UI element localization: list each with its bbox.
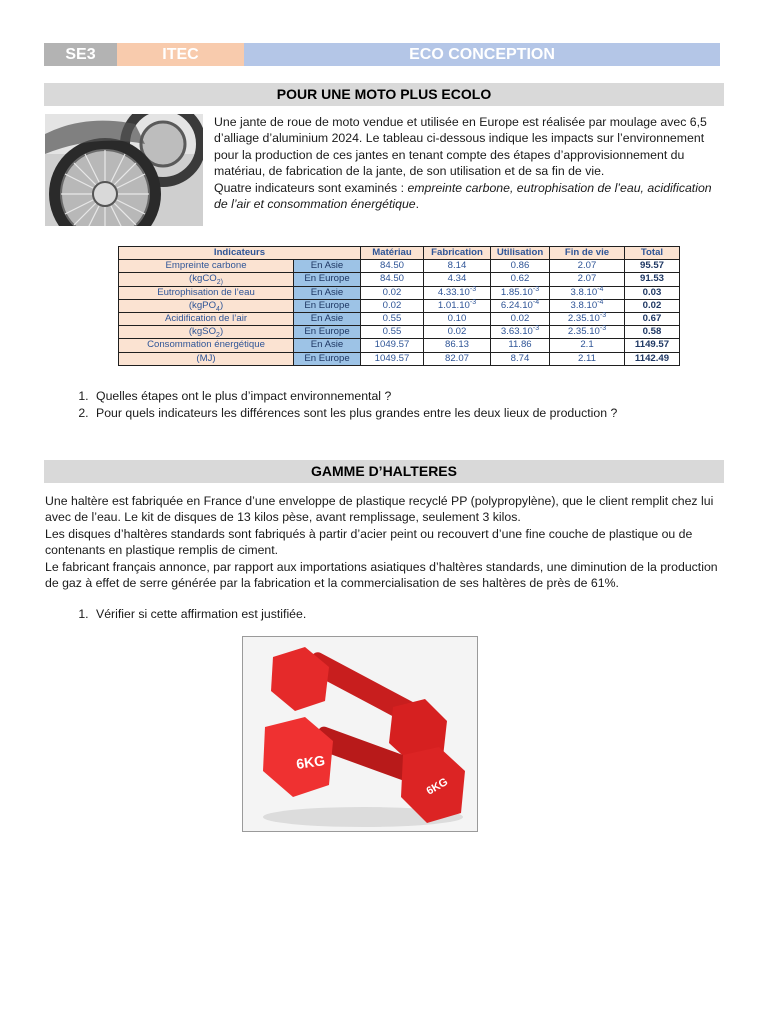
indicator-name: Empreinte carbone: [119, 260, 294, 273]
motorcycle-image: [45, 114, 203, 226]
cell: 82.07: [424, 352, 491, 365]
cell: 1049.57: [361, 339, 424, 352]
cell: 0.02: [424, 326, 491, 339]
indicator-name: Acidification de l’air: [119, 312, 294, 325]
table-row: [119, 339, 680, 352]
table-row: [119, 260, 680, 273]
table-row: [119, 286, 680, 299]
cell: 2.07: [550, 273, 625, 286]
dumbbell-image: [242, 636, 478, 832]
table-row: [119, 299, 680, 312]
table-row: [119, 312, 680, 325]
th-end-of-life: Fin de vie: [550, 247, 625, 260]
cell: 0.02: [491, 312, 550, 325]
indicators-end: .: [415, 197, 420, 212]
indicator-unit: (MJ): [119, 352, 294, 365]
header-subject: ITEC: [117, 43, 244, 66]
halteres-paragraph: Les disques d’haltères standards sont fabriqués à partir d’acier peint ou recouvert d’une fine couche de plastique ou de contenants en plastique remplis de ciment.: [45, 526, 693, 558]
indicator-name: Eutrophisation de l’eau: [119, 286, 294, 299]
cell-total: 0.67: [625, 312, 680, 325]
cell-total: 0.02: [625, 299, 680, 312]
cell: $1.85.10^{-3}$: [491, 286, 550, 299]
cell-total: 0.58: [625, 326, 680, 339]
cell: 0.10: [424, 312, 491, 325]
question-item: 2. Pour quels indicateurs les différences sont les plus grandes entre les deux lieux de production ?: [92, 405, 617, 422]
cell: $3.8.10^{-4}$: [550, 299, 625, 312]
cell: 0.02: [361, 299, 424, 312]
th-usage: Utilisation: [491, 247, 550, 260]
cell: $3.63.10^{-3}$: [491, 326, 550, 339]
cell: $2.35.10^{-3}$: [550, 326, 625, 339]
questions-halteres: [44, 606, 306, 623]
indicator-unit: (kgSO$_2$): [119, 326, 294, 339]
section-title-halteres: GAMME D’HALTERES: [44, 460, 724, 483]
indicator-unit: (kgCO$_{2)}$: [119, 273, 294, 286]
cell-total: 95.57: [625, 260, 680, 273]
th-fabrication: Fabrication: [424, 247, 491, 260]
questions-moto: [44, 388, 617, 422]
question-item: 1. Vérifier si cette affirmation est justifiée.: [92, 606, 306, 623]
table-row: [119, 326, 680, 339]
cell: 0.86: [491, 260, 550, 273]
location-asia: En Asie: [294, 312, 361, 325]
location-asia: En Asie: [294, 260, 361, 273]
cell: 86.13: [424, 339, 491, 352]
location-europe: En Europe: [294, 299, 361, 312]
cell: $6.24.10^{-4}$: [491, 299, 550, 312]
location-asia: En Asie: [294, 339, 361, 352]
location-asia: En Asie: [294, 286, 361, 299]
impact-table: [118, 246, 680, 366]
cell-total: 0.03: [625, 286, 680, 299]
cell: 84.50: [361, 273, 424, 286]
header-topic: ECO CONCEPTION: [244, 43, 720, 66]
cell-total: 1142.49: [625, 352, 680, 365]
indicator-unit: (kgPO$_4$): [119, 299, 294, 312]
intro-text: [214, 114, 724, 212]
cell: 2.1: [550, 339, 625, 352]
cell: 8.14: [424, 260, 491, 273]
cell: 0.55: [361, 312, 424, 325]
intro-paragraph: Une jante de roue de moto vendue et utilisée en Europe est réalisée par moulage avec 6,5 d’alliage d’aluminium 2024. Le tableau ci-dessous indique les impacts sur l’environnement pour la production de ces jantes en tenant compte des étapes d’approvisionnement du matériau, de fabrication de la jante, de son utilisation et de sa fin de vie.: [214, 115, 707, 179]
table-row: [119, 352, 680, 365]
header-band: [44, 43, 720, 66]
cell: 0.02: [361, 286, 424, 299]
table-row: [119, 273, 680, 286]
th-indicators: Indicateurs: [119, 247, 361, 260]
header-class: SE3: [44, 43, 117, 66]
question-item: 1. Quelles étapes ont le plus d’impact environnemental ?: [92, 388, 617, 405]
cell: $4.33.10^{-3}$: [424, 286, 491, 299]
indicators-list: empreinte carbone, eutrophisation de l’eau, acidification de l’air et consommation énergétique: [214, 180, 712, 212]
cell: 4.34: [424, 273, 491, 286]
cell: 2.07: [550, 260, 625, 273]
indicator-name: Consommation énergétique: [119, 339, 294, 352]
indicators-lead: Quatre indicateurs sont examinés :: [214, 180, 408, 195]
cell: $1.01.10^{-3}$: [424, 299, 491, 312]
cell: 11.86: [491, 339, 550, 352]
location-europe: En Europe: [294, 273, 361, 286]
cell: 84.50: [361, 260, 424, 273]
th-material: Matériau: [361, 247, 424, 260]
cell: $2.35.10^{-3}$: [550, 312, 625, 325]
dumbbell-label: 6KG: [424, 775, 451, 798]
location-europe: En Europe: [294, 326, 361, 339]
cell-total: 1149.57: [625, 339, 680, 352]
th-total: Total: [625, 247, 680, 260]
cell: 0.55: [361, 326, 424, 339]
cell: 1049.57: [361, 352, 424, 365]
halteres-paragraph: Une haltère est fabriquée en France d’une enveloppe de plastique recyclé PP (polypropylène), que le client remplit chez lui avec de l’eau. Le kit de disques de 13 kilos pèse, avant remplissage, seulement 3 kilos.: [45, 494, 714, 525]
halteres-paragraph: Le fabricant français annonce, par rapport aux importations asiatiques d’haltères standards, une diminution de la production de gaz à effet de serre générée par la fabrication et la commercialisation de ses haltères de près de 61%.: [45, 559, 718, 591]
dumbbell-label: 6KG: [295, 752, 326, 772]
section-title-moto: POUR UNE MOTO PLUS ECOLO: [44, 83, 724, 106]
table-header-row: [119, 247, 680, 260]
cell: $3.8.10^{-4}$: [550, 286, 625, 299]
cell-total: 91.53: [625, 273, 680, 286]
halteres-text: [45, 493, 725, 591]
location-europe: En Europe: [294, 352, 361, 365]
cell: 2.11: [550, 352, 625, 365]
cell: 8.74: [491, 352, 550, 365]
indicators-paragraph: [214, 180, 724, 213]
cell: 0.62: [491, 273, 550, 286]
